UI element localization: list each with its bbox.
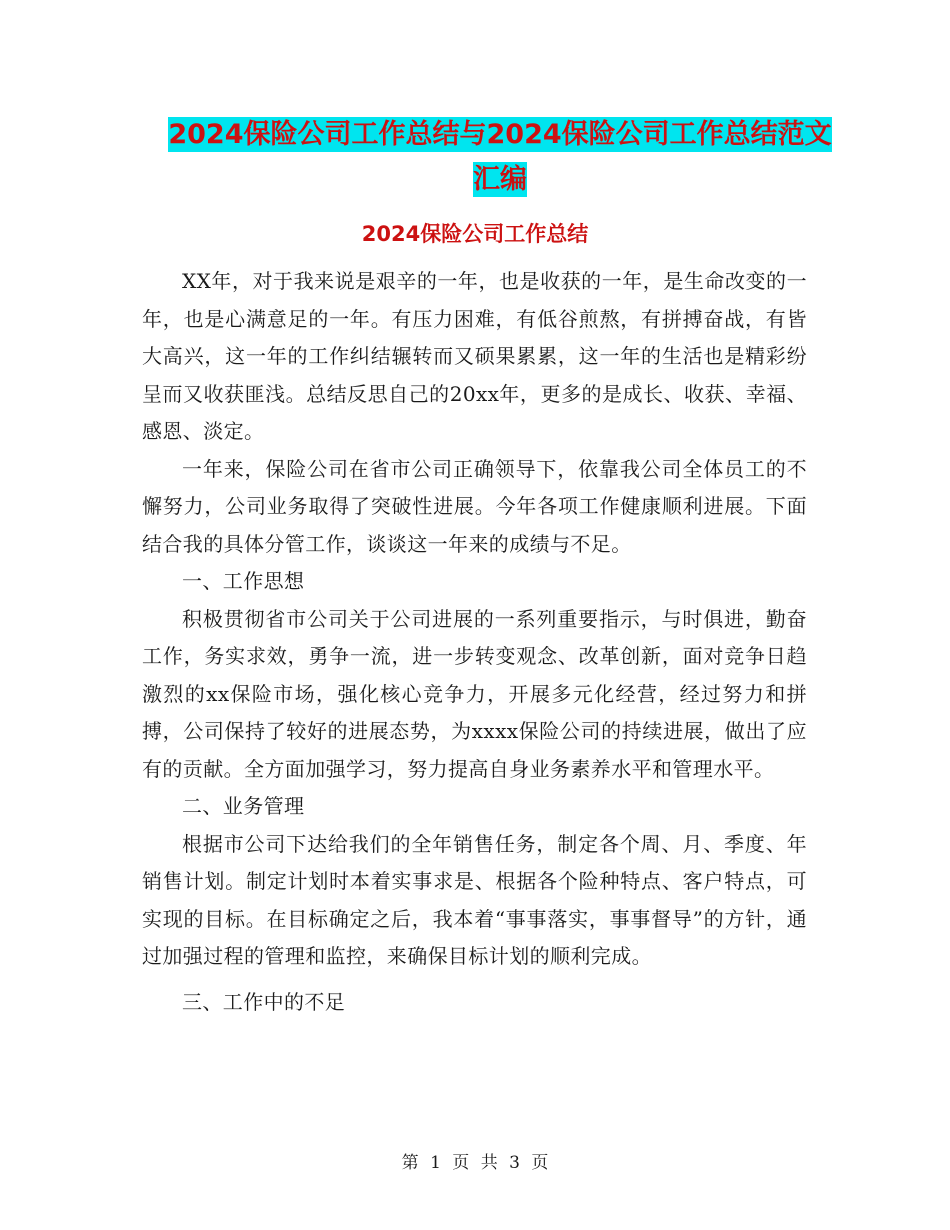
- heading-business-management: 二、业务管理: [182, 794, 305, 818]
- paragraph-business-management: 根据市公司下达给我们的全年销售任务，制定各个周、月、季度、年销售计划。制定计划时本着实事求是、根据各个险种特点、客户特点，可实现的目标。在目标确定之后，我本着“事事落实，事事督导”的方针，通过加强过程的管理和监控，来确保目标计划的顺利完成。: [142, 831, 807, 968]
- paragraph-intro: XX年，对于我来说是艰辛的一年，也是收获的一年，是生命改变的一年，也是心满意足的一年。有压力困难，有低谷煎熬，有拼搏奋战，有皆大高兴，这一年的工作纠结辗转而又硕果累累，这一年的生活也是精彩纷呈而又收获匪浅。总结反思自己的20xx年，更多的是成长、收获、幸福、感恩、淡定。: [142, 269, 807, 443]
- document-title-line2: 汇编: [473, 164, 527, 195]
- paragraph-overview: 一年来，保险公司在省市公司正确领导下，依靠我公司全体员工的不懈努力，公司业务取得了突破性进展。今年各项工作健康顺利进展。下面结合我的具体分管工作，谈谈这一年来的成绩与不足。: [142, 456, 807, 556]
- document-body: [142, 263, 807, 1021]
- heading-shortcomings: 三、工作中的不足: [182, 989, 346, 1014]
- document-title: [140, 112, 860, 202]
- section-title: 2024保险公司工作总结: [361, 222, 589, 246]
- paragraph-work-thinking: 积极贯彻省市公司关于公司进展的一系列重要指示，与时俱进，勤奋工作，务实求效，勇争一流，进一步转变观念、改革创新，面对竞争日趋激烈的xx保险市场，强化核心竞争力，开展多元化经营，经过努力和拼搏，公司保持了较好的进展态势，为xxxx保险公司的持续进展，做出了应有的贡献。全方面加强学习，努力提高自身业务素养水平和管理水平。: [142, 606, 807, 781]
- document-title-line1: 2024保险公司工作总结与2024保险公司工作总结范文: [168, 119, 832, 150]
- heading-work-thinking: 一、工作思想: [182, 569, 305, 593]
- page-footer: 第 1 页 共 3 页: [401, 1153, 549, 1173]
